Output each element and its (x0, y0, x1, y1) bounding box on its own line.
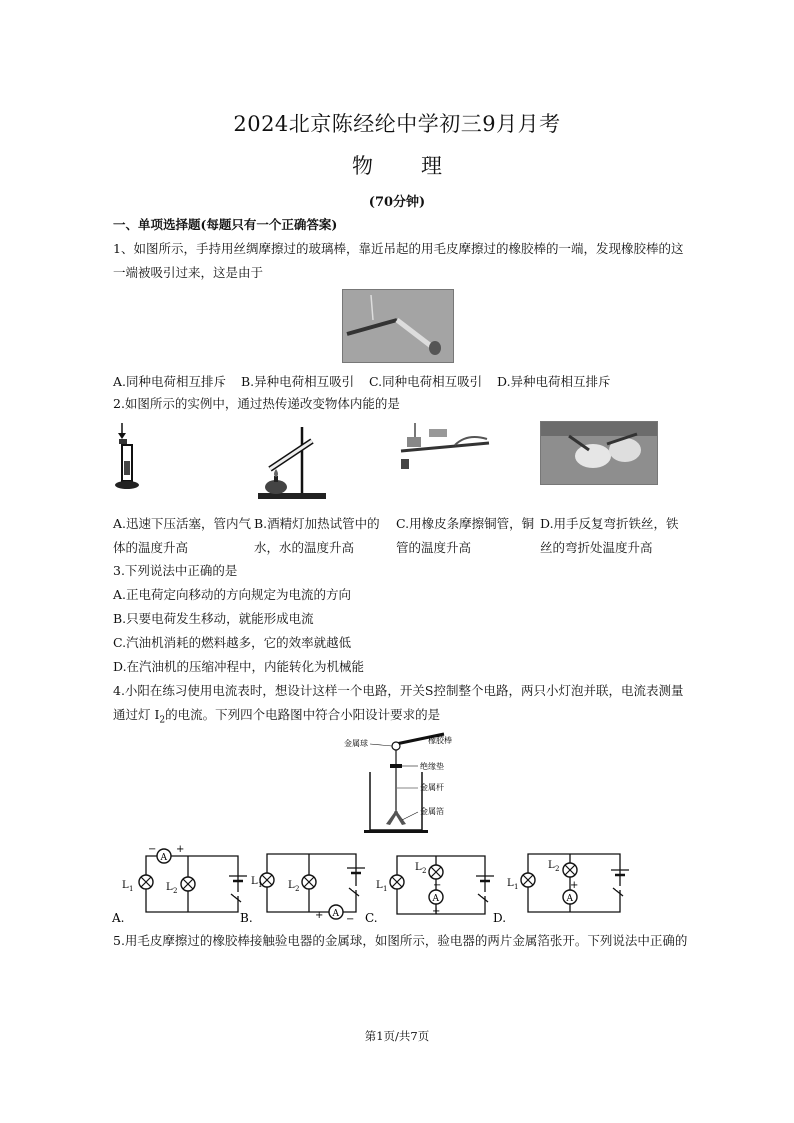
q2-option-a (113, 512, 253, 560)
q4-circuits (110, 842, 690, 926)
circuit-a-l1-sub: 1 (129, 885, 134, 893)
q2-stem: 2.如图所示的实例中，通过热传递改变物体内能的是 (113, 396, 400, 411)
exam-title: 2024北京陈经纶中学初三9月月考 (233, 112, 561, 136)
q1-photo-rods (342, 289, 454, 363)
circuit-a-ammeter: A (160, 853, 167, 863)
q4-stem-text: 的电流。下列四个电路图中符合小阳设计要求的是 (165, 707, 441, 722)
circuit-d-l2: L (548, 860, 555, 871)
circuit-c-label: C. (365, 911, 378, 925)
q2-alcohol-lamp-illustration (252, 421, 328, 503)
q2-option-c (396, 512, 540, 560)
circuit-a-l2: L (166, 882, 173, 893)
q4-stem-text: 通过灯 I (113, 707, 160, 722)
q2-bending-wire-photo (540, 421, 658, 485)
circuit-a (111, 844, 247, 925)
circuit-d-label: D. (493, 911, 507, 925)
circuit-d (493, 854, 629, 925)
circuit-b-minus: − (346, 914, 355, 925)
circuit-a-minus: − (148, 844, 157, 855)
circuit-d-l2-sub: 2 (555, 865, 560, 873)
circuit-c-l2: L (415, 862, 422, 873)
subject-char: 理 (421, 154, 442, 178)
q2-bending-wire-drawing (541, 422, 657, 484)
q2-option-d-line1: D.用手反复弯折铁丝，铁 (540, 516, 679, 531)
circuit-a-l1: L (122, 880, 129, 891)
q4-stem-subscript: 2 (159, 715, 166, 726)
q3-option-d: D.在汽油机的压缩冲程中，内能转化为机械能 (113, 659, 365, 674)
q1-option-d: D.异种电荷相互排斥 (497, 374, 611, 389)
q5-stem-line1: 5.用毛皮摩擦过的橡胶棒接触验电器的金属球，如图所示，验电器的两片金属箔张开。下列说法中正确的 (113, 933, 688, 948)
electroscope-label-rubber-rod: 橡胶棒 (428, 736, 452, 745)
q1-option-b: B.异种电荷相互吸引 (241, 374, 355, 389)
q2-option-a-line2: 体的温度升高 (113, 540, 189, 555)
subject-char: 物 (352, 154, 373, 178)
q2-option-b (254, 512, 394, 560)
q3-option-a: A.正电荷定向移动的方向规定为电流的方向 (113, 587, 352, 602)
circuit-a-label: A. (112, 911, 125, 925)
q1-stem-line2: 一端被吸引过来，这是由于 (113, 265, 264, 280)
q2-option-b-line1: B.酒精灯加热试管中的 (254, 516, 380, 531)
circuit-b-l2-sub: 2 (295, 885, 300, 893)
circuit-d-ammeter: A (566, 894, 573, 904)
q2-rubbing-tube-illustration (395, 421, 495, 477)
circuit-c-l2-sub: 2 (422, 867, 427, 875)
q1-options (113, 372, 693, 390)
page-number: 第1页/共7页 (364, 1029, 430, 1043)
subject-title (0, 150, 794, 180)
section-heading: 一、单项选择题(每题只有一个正确答案) (113, 217, 338, 232)
q1-photo-drawing (343, 290, 453, 362)
circuit-c-minus: − (433, 880, 442, 891)
q2-pump-illustration (112, 421, 142, 493)
circuit-b (240, 854, 365, 925)
circuit-c-l1: L (376, 880, 383, 891)
circuit-a-plus: + (176, 844, 185, 855)
circuit-d-l1-sub: 1 (514, 883, 519, 891)
circuit-b-l2: L (288, 880, 295, 891)
circuit-d-plus: + (570, 880, 579, 891)
circuit-b-label: B. (240, 911, 253, 925)
electroscope-label-metal-foil: 金属箔 (420, 807, 444, 816)
electroscope-label-metal-ball: 金属球 (344, 739, 368, 748)
q4-stem-line1: 4.小阳在练习使用电流表时，想设计这样一个电路，开关S控制整个电路，两只小灯泡并联，电流表测量 (113, 683, 684, 698)
circuit-b-l1: L (251, 876, 258, 887)
q3-option-b: B.只要电荷发生移动，就能形成电流 (113, 611, 314, 626)
circuit-c (365, 856, 494, 925)
q1-stem-line1: 1、如图所示，手持用丝绸摩擦过的玻璃棒，靠近吊起的用毛皮摩擦过的橡胶棒的一端，发现橡胶棒的这 (113, 241, 684, 256)
electroscope-label-metal-rod: 金属杆 (420, 783, 444, 792)
circuit-b-plus: + (315, 910, 324, 921)
q1-option-c: C.同种电荷相互吸引 (369, 374, 483, 389)
q2-option-c-line2: 管的温度升高 (396, 540, 472, 555)
circuit-a-l2-sub: 2 (173, 887, 178, 895)
q3-stem: 3.下列说法中正确的是 (113, 563, 238, 578)
circuit-c-l1-sub: 1 (383, 885, 388, 893)
q2-option-c-line1: C.用橡皮条摩擦铜管，铜 (396, 516, 535, 531)
q4-stem-line2 (113, 707, 440, 729)
q3-option-c: C.汽油机消耗的燃料越多，它的效率就越低 (113, 635, 352, 650)
q2-option-d-line2: 丝的弯折处温度升高 (540, 540, 653, 555)
electroscope-label-insulator: 绝缘垫 (420, 762, 444, 771)
exam-duration: (70分钟) (368, 195, 426, 210)
q2-option-d (540, 512, 684, 560)
circuit-b-l1-sub: 1 (258, 881, 263, 889)
circuit-c-plus: + (432, 906, 441, 917)
circuit-b-ammeter: A (332, 909, 339, 919)
circuit-c-ammeter: A (432, 894, 439, 904)
electroscope-figure (340, 730, 470, 835)
q2-option-a-line1: A.迅速下压活塞，管内气 (113, 516, 252, 531)
circuit-d-l1: L (507, 878, 514, 889)
q1-option-a: A.同种电荷相互排斥 (113, 374, 227, 389)
q2-option-b-line2: 水，水的温度升高 (254, 540, 355, 555)
